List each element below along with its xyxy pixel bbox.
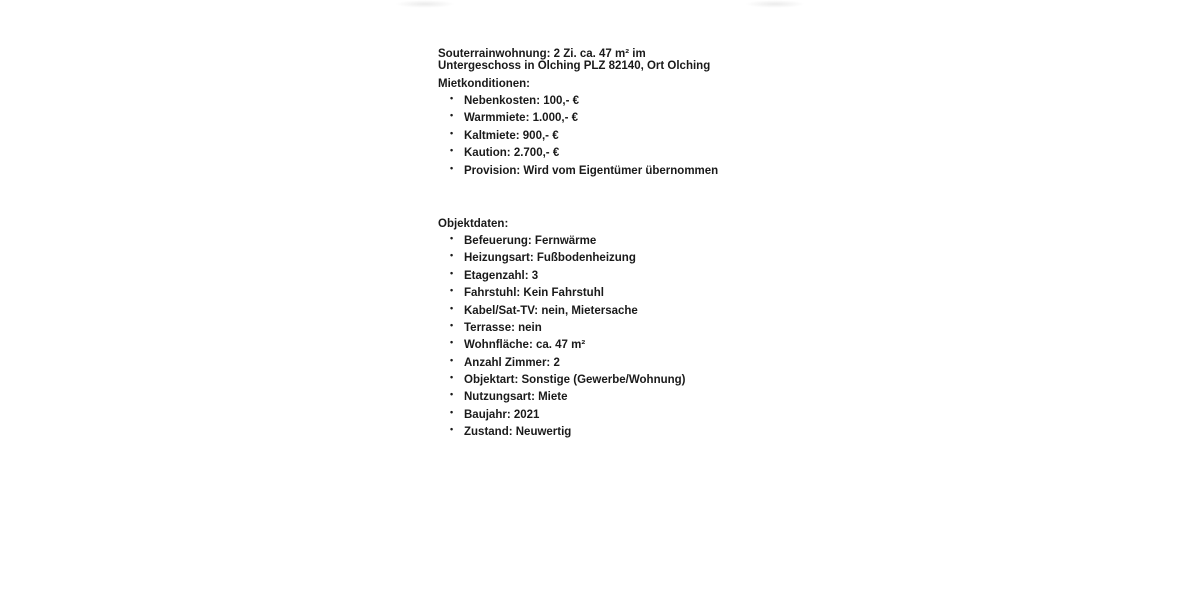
- property-item-text: Fahrstuhl: Kein Fahrstuhl: [464, 287, 604, 300]
- bullet-icon: •: [450, 250, 454, 261]
- rental-item-text: Kaltmiete: 900,- €: [464, 129, 559, 142]
- bullet-icon: •: [450, 337, 454, 348]
- property-item-text: Zustand: Neuwertig: [464, 426, 572, 439]
- list-item: [438, 391, 728, 408]
- property-item-text: Heizungsart: Fußbodenheizung: [464, 252, 636, 265]
- property-item-text: Etagenzahl: 3: [464, 269, 539, 282]
- list-item: [438, 147, 728, 164]
- property-item-text: Kabel/Sat-TV: nein, Mietersache: [464, 304, 638, 317]
- list-item: [438, 339, 728, 356]
- bullet-icon: •: [450, 162, 454, 173]
- rental-item-text: Warmmiete: 1.000,- €: [464, 112, 578, 125]
- bullet-icon: •: [450, 232, 454, 243]
- bullet-icon: •: [450, 127, 454, 138]
- decorative-shadow-right: [745, 0, 805, 8]
- rental-item-text: Kaution: 2.700,- €: [464, 147, 560, 160]
- bullet-icon: •: [450, 424, 454, 435]
- rental-item-text: Provision: Wird vom Eigentümer übernommen: [464, 164, 719, 177]
- property-item-text: Nutzungsart: Miete: [464, 391, 568, 404]
- bullet-icon: •: [450, 354, 454, 365]
- list-item: [438, 252, 728, 269]
- list-item: [438, 374, 728, 391]
- list-item: [438, 112, 728, 129]
- bullet-icon: •: [450, 145, 454, 156]
- property-item-text: Befeuerung: Fernwärme: [464, 234, 597, 247]
- bullet-icon: •: [450, 319, 454, 330]
- list-item: [438, 232, 728, 252]
- bullet-icon: •: [450, 406, 454, 417]
- property-data-list: [438, 232, 728, 444]
- list-item: [438, 406, 728, 426]
- bullet-icon: •: [450, 267, 454, 278]
- rental-conditions-list: [438, 95, 728, 182]
- property-item-text: Terrasse: nein: [464, 321, 542, 334]
- listing-description: [438, 48, 728, 444]
- list-item: [438, 95, 728, 112]
- list-item: [438, 162, 728, 182]
- property-item-text: Wohnfläche: ca. 47 m²: [464, 339, 586, 352]
- property-item-text: Baujahr: 2021: [464, 408, 540, 421]
- listing-title: Souterrainwohnung: 2 Zi. ca. 47 m² im Untergeschoss in Olching PLZ 82140, Ort Olching: [438, 48, 711, 72]
- bullet-icon: •: [450, 110, 454, 121]
- list-item: [438, 354, 728, 374]
- decorative-shadow-left: [395, 0, 455, 8]
- list-item: [438, 287, 728, 304]
- bullet-icon: •: [450, 93, 454, 103]
- list-item: [438, 302, 728, 322]
- section-spacer: [438, 182, 728, 218]
- rental-item-text: Nebenkosten: 100,- €: [464, 95, 580, 107]
- list-item: [438, 319, 728, 339]
- property-data-heading: Objektdaten:: [438, 217, 509, 230]
- bullet-icon: •: [450, 389, 454, 400]
- list-item: [438, 426, 728, 443]
- bullet-icon: •: [450, 372, 454, 383]
- list-item: [438, 127, 728, 147]
- bullet-icon: •: [450, 285, 454, 296]
- rental-conditions-heading: Mietkonditionen:: [438, 78, 530, 90]
- property-item-text: Anzahl Zimmer: 2: [464, 356, 560, 369]
- bullet-icon: •: [450, 302, 454, 313]
- property-item-text: Objektart: Sonstige (Gewerbe/Wohnung): [464, 374, 686, 387]
- list-item: [438, 267, 728, 287]
